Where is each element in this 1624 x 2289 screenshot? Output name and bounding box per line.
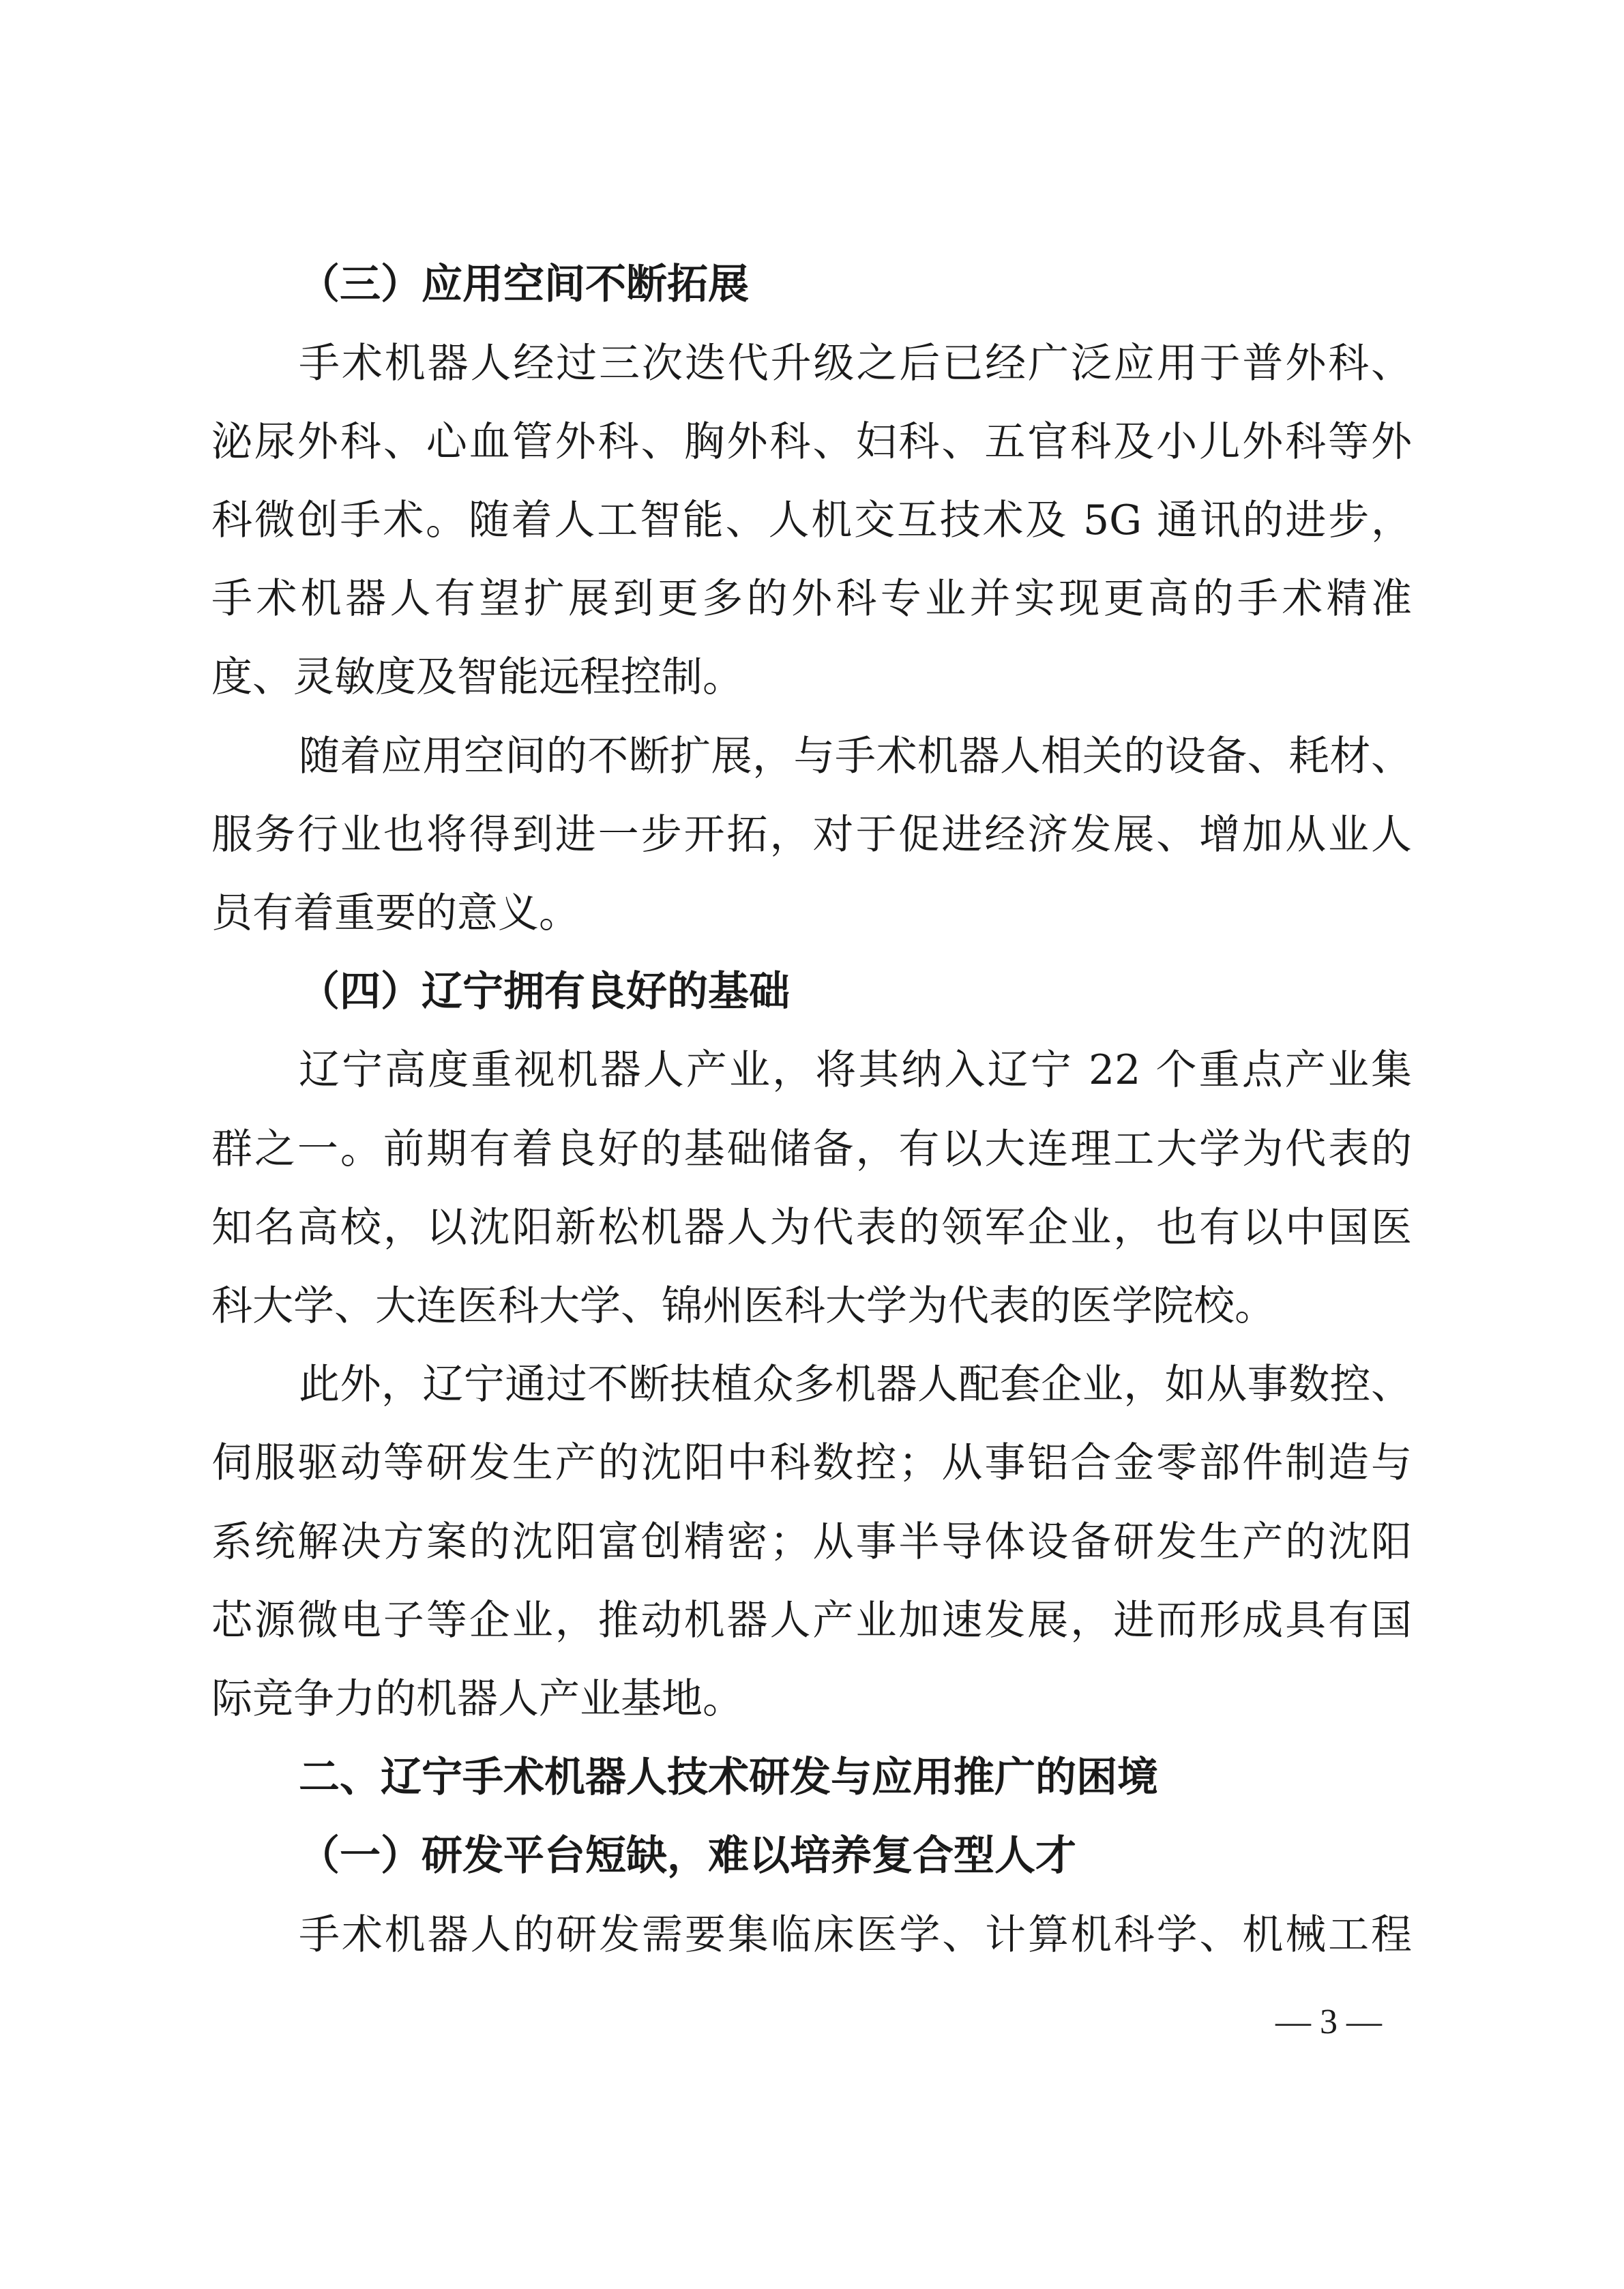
paragraph-line: 此外，辽宁通过不断扶植众多机器人配套企业，如从事数控、	[299, 1361, 1412, 1409]
paragraph-line: 手术机器人经过三次迭代升级之后已经广泛应用于普外科、	[299, 339, 1412, 387]
paragraph-line: 度、灵敏度及智能远程控制。	[211, 653, 743, 702]
paragraph-line: 泌尿外科、心血管外科、胸外科、妇科、五官科及小儿外科等外	[211, 417, 1412, 466]
page-number: — 3 —	[1275, 2003, 1382, 2041]
paragraph-line: 知名高校，以沈阳新松机器人为代表的领军企业，也有以中国医	[211, 1203, 1412, 1252]
paragraph-line: 芯源微电子等企业，推动机器人产业加速发展，进而形成具有国	[211, 1596, 1412, 1644]
paragraph-line: 伺服驱动等研发生产的沈阳中科数控；从事铝合金零部件制造与	[211, 1439, 1412, 1488]
paragraph-line: 科微创手术。随着人工智能、人机交互技术及 5G 通讯的进步，	[211, 496, 1412, 544]
section-heading-1: （一）研发平台短缺，难以培养复合型人才	[299, 1832, 1076, 1880]
section-heading-3: （三）应用空间不断拓展	[299, 261, 749, 309]
paragraph-line: 手术机器人有望扩展到更多的外科专业并实现更高的手术精准	[211, 575, 1412, 623]
paragraph-line: 随着应用空间的不断扩展，与手术机器人相关的设备、耗材、	[299, 732, 1412, 780]
section-heading-4: （四）辽宁拥有良好的基础	[299, 968, 790, 1016]
paragraph-line: 际竞争力的机器人产业基地。	[211, 1674, 743, 1723]
paragraph-line: 系统解决方案的沈阳富创精密；从事半导体设备研发生产的沈阳	[211, 1518, 1412, 1566]
paragraph-line: 服务行业也将得到进一步开拓，对于促进经济发展、增加从业人	[211, 810, 1412, 859]
paragraph-line: 手术机器人的研发需要集临床医学、计算机科学、机械工程	[299, 1910, 1412, 1959]
paragraph-line: 辽宁高度重视机器人产业，将其纳入辽宁 22 个重点产业集	[299, 1046, 1412, 1095]
paragraph-line: 科大学、大连医科大学、锦州医科大学为代表的医学院校。	[211, 1282, 1275, 1330]
paragraph-line: 员有着重要的意义。	[211, 889, 580, 937]
paragraph-line: 群之一。前期有着良好的基础储备，有以大连理工大学为代表的	[211, 1125, 1412, 1173]
chapter-heading: 二、辽宁手术机器人技术研发与应用推广的困境	[299, 1754, 1158, 1802]
